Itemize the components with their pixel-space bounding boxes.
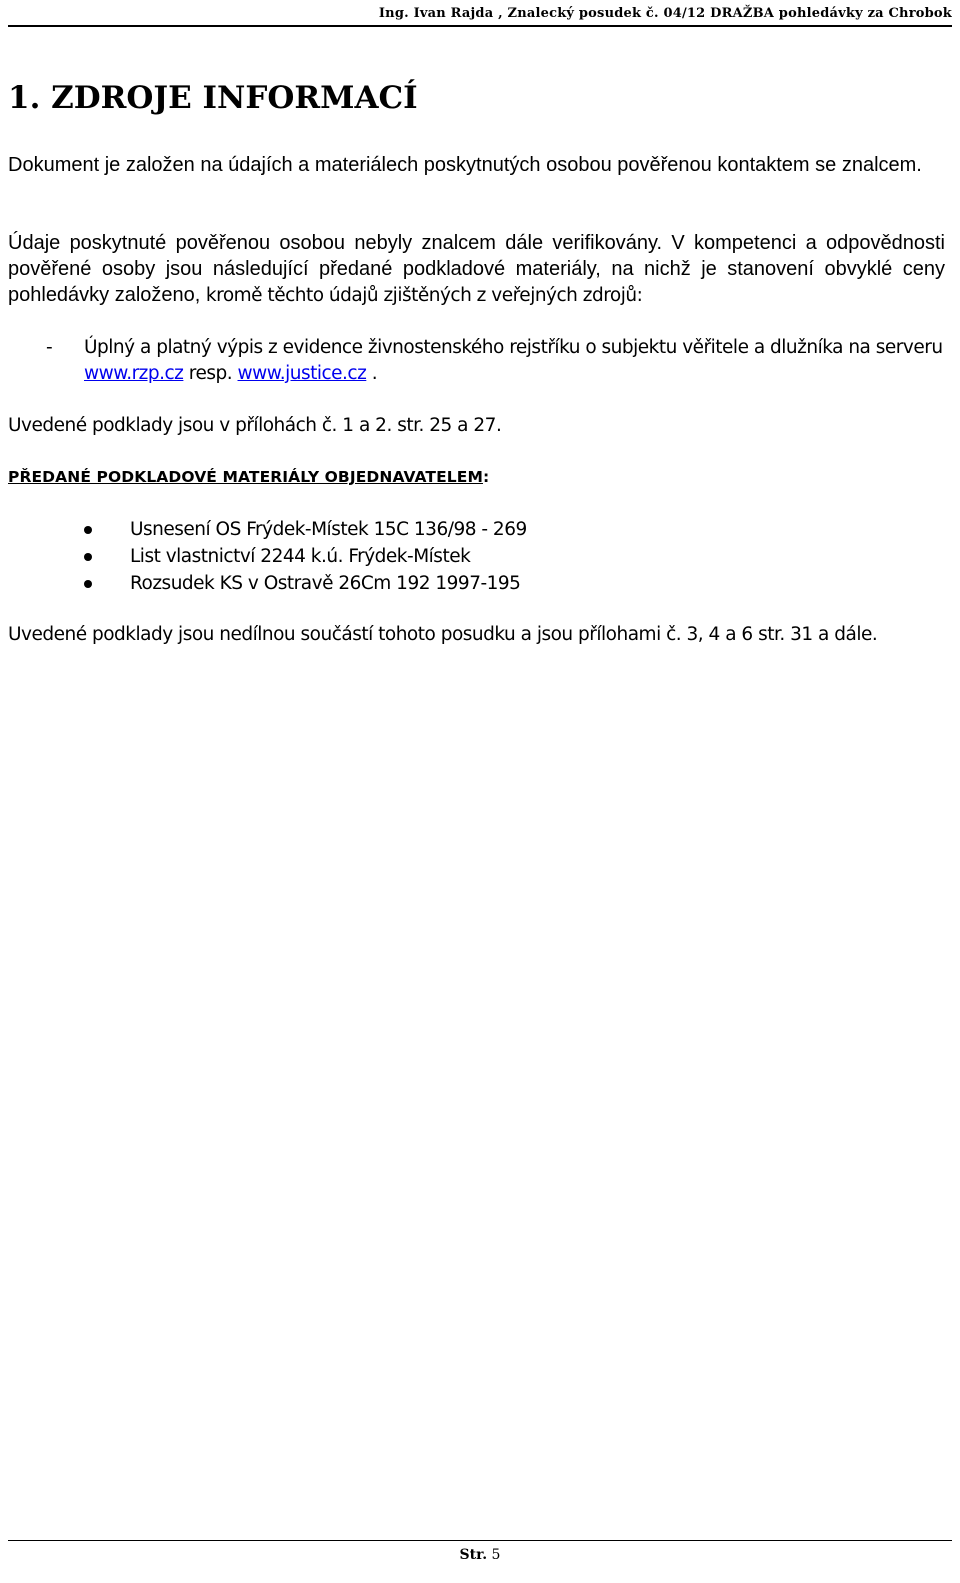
page-footer	[0, 1547, 960, 1563]
dash-marker: -	[46, 337, 53, 358]
page-label: Str.	[459, 1547, 488, 1563]
list-item-text: Usnesení OS Frýdek-Místek 15C 136/98 - 269	[130, 519, 527, 540]
header-text: Ing. Ivan Rajda , Znalecký posudek č. 04/12 DRAŽBA pohledávky za Chrobok	[378, 6, 952, 21]
attachments-note: Uvedené podklady jsou v přílohách č. 1 a 2. str. 25 a 27.	[8, 415, 502, 436]
dash-item-text	[84, 335, 944, 387]
list-item	[8, 517, 938, 544]
paragraph-verification-part2: kromě těchto údajů zjištěných z veřejných zdrojů:	[205, 285, 643, 306]
list-item-text: List vlastnictví 2244 k.ú. Frýdek-Místek	[130, 546, 471, 567]
justice-link[interactable]: www.justice.cz	[237, 363, 367, 384]
materials-heading-colon: :	[482, 468, 490, 486]
footer-divider	[8, 1540, 952, 1541]
dash-item-text-before: Úplný a platný výpis z evidence živnostenského rejstříku o subjektu věřitele a dlužníka na serveru	[84, 337, 943, 358]
materials-heading-text: PŘEDANÉ PODKLADOVÉ MATERIÁLY OBJEDNAVATELEM	[8, 468, 483, 486]
list-item-text: Rozsudek KS v Ostravě 26Cm 192 1997-195	[130, 573, 521, 594]
dash-item-middle: resp.	[183, 363, 238, 384]
appendix-note: Uvedené podklady jsou nedílnou součástí tohoto posudku a jsou přílohami č. 3, 4 a 6 str. 31 a dále.	[8, 624, 878, 645]
dash-item-after: .	[366, 363, 378, 384]
list-item	[8, 544, 938, 571]
section-title: 1. ZDROJE INFORMACÍ	[8, 80, 418, 116]
paragraph-verification-part1: Údaje poskytnuté pověřenou osobou nebyly znalcem dále verifikovány. V kompetenci a odpovědnosti pověřené osoby jsou následující předané podkladové materiály, na nichž je stanovení obvyklé ceny pohledávky založeno,	[8, 232, 945, 306]
paragraph-intro: Dokument je založen na údajích a materiálech poskytnutých osobou pověřenou kontaktem se znalcem.	[8, 154, 922, 176]
bullet-icon	[84, 553, 92, 561]
bullet-icon	[84, 580, 92, 588]
page-header	[8, 6, 952, 21]
materials-list	[8, 517, 938, 598]
materials-heading	[8, 468, 489, 486]
list-item	[8, 571, 938, 598]
rzp-link[interactable]: www.rzp.cz	[84, 363, 184, 384]
paragraph-verification	[8, 230, 945, 309]
page-number: 5	[491, 1547, 501, 1563]
bullet-icon	[84, 526, 92, 534]
header-divider	[8, 25, 952, 27]
